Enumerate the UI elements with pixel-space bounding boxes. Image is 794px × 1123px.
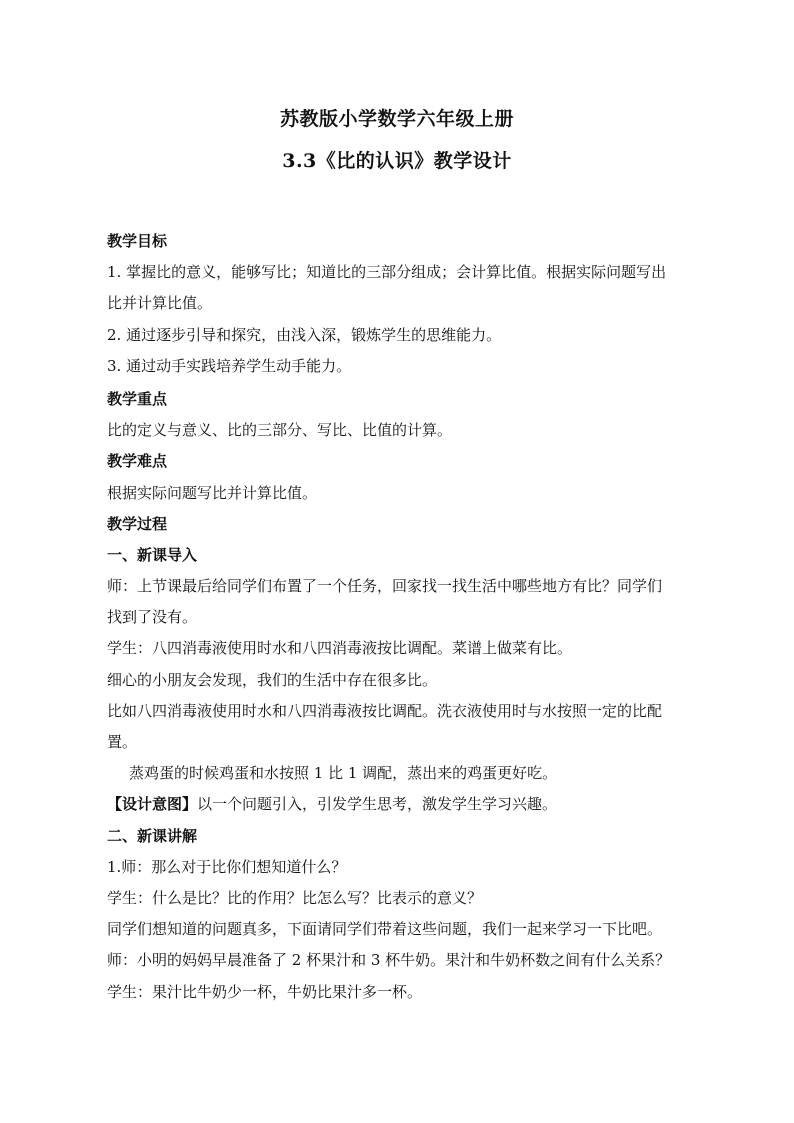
objective-item-1b: 比并计算比值。 — [107, 294, 213, 313]
paragraph-3: 细心的小朋友会发现，我们的生活中存在很多比。 — [107, 670, 438, 689]
document-title: 苏教版小学数学六年级上册 — [279, 108, 514, 130]
design-intent-text: 以一个问题引入，引发学生思考，激发学生学习兴趣。 — [197, 795, 558, 814]
section-heading-process: 教学过程 — [107, 514, 168, 533]
section-heading-difficulties: 教学难点 — [107, 452, 168, 471]
paragraph-4a: 比如八四消毒液使用时水和八四消毒液按比调配。洗衣液使用时与水按照一定的比配 — [107, 701, 663, 720]
section-heading-key-points: 教学重点 — [107, 389, 168, 408]
objective-item-3: 3. 通过动手实践培养学生动手能力。 — [107, 356, 352, 375]
part2-heading: 二、新课讲解 — [107, 826, 198, 845]
question-1: 1.师：那么对于比你们想知道什么？ — [107, 857, 347, 876]
design-intent-label: 【设计意图】 — [107, 795, 198, 814]
question-3: 同学们想知道的问题真多，下面请同学们带着这些问题，我们一起来学习一下比吧。 — [107, 920, 663, 939]
objective-item-2: 2. 通过逐步引导和探究，由浅入深，锻炼学生的思维能力。 — [107, 325, 502, 344]
document-subtitle: 3.3《比的认识》教学设计 — [282, 150, 512, 172]
part1-heading: 一、新课导入 — [107, 545, 198, 564]
section-heading-objectives: 教学目标 — [107, 232, 168, 250]
question-4: 师：小明的妈妈早晨准备了 2 杯果汁和 3 杯牛奶。果汁和牛奶杯数之间有什么关系？ — [107, 951, 671, 970]
objective-item-1a: 1. 掌握比的意义，能够写比；知道比的三部分组成；会计算比值。根据实际问题写出 — [107, 263, 667, 282]
question-2: 学生：什么是比？比的作用？比怎么写？比表示的意义？ — [107, 888, 483, 907]
question-5: 学生：果汁比牛奶少一杯，牛奶比果汁多一杯。 — [107, 982, 423, 1001]
difficulties-text: 根据实际问题写比并计算比值。 — [107, 483, 318, 502]
document-body — [107, 226, 697, 1008]
paragraph-1b: 找到了没有。 — [107, 608, 198, 627]
design-intent — [107, 789, 697, 820]
paragraph-4b: 置。 — [107, 733, 138, 751]
paragraph-2: 学生：八四消毒液使用时水和八四消毒液按比调配。菜谱上做菜有比。 — [107, 639, 573, 658]
paragraph-1a: 师：上节课最后给同学们布置了一个任务，回家找一找生活中哪些地方有比？同学们 — [107, 577, 663, 596]
paragraph-5: 蒸鸡蛋的时候鸡蛋和水按照 1 比 1 调配，蒸出来的鸡蛋更好吃。 — [129, 764, 558, 783]
key-points-text: 比的定义与意义、比的三部分、写比、比值的计算。 — [107, 421, 453, 440]
